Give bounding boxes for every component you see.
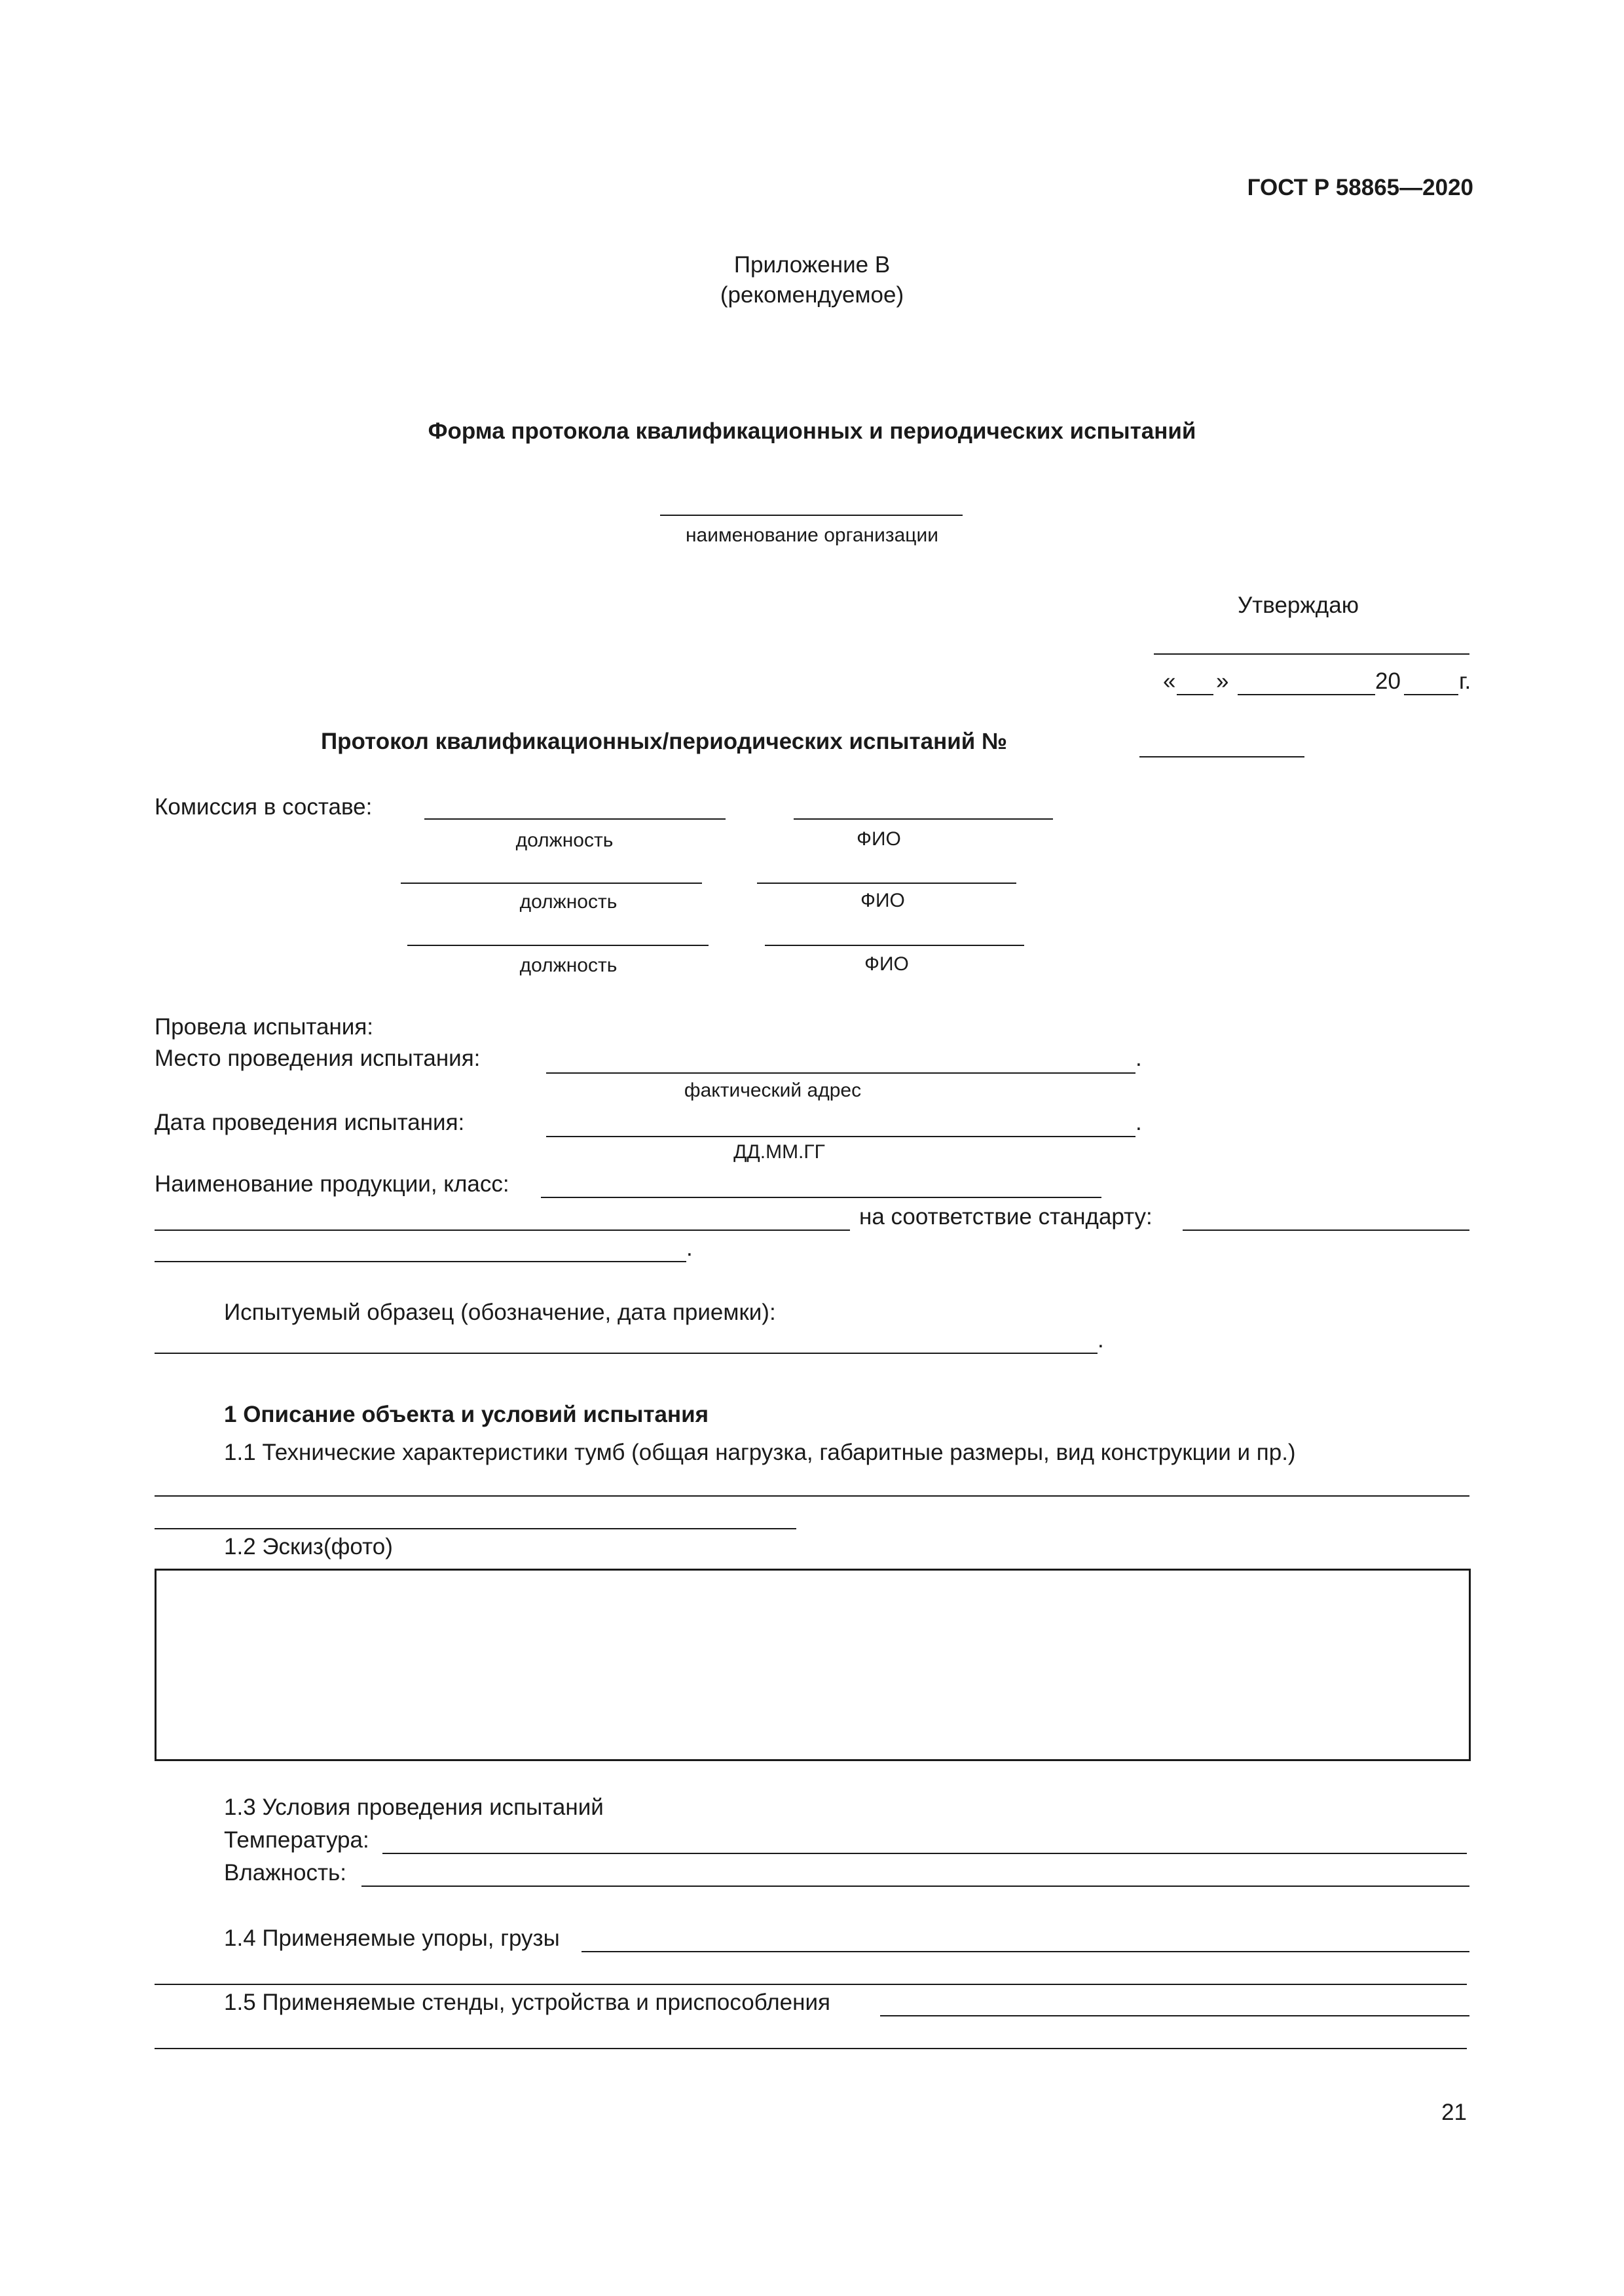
item-1-5-line[interactable] (880, 2015, 1469, 2016)
date-label: Дата проведения испытания: (155, 1110, 465, 1135)
place-line[interactable] (546, 1072, 1135, 1074)
product-line-2[interactable] (155, 1230, 850, 1231)
form-title: Форма протокола квалификационных и периодических испытаний (428, 418, 1196, 444)
humidity-label: Влажность: (224, 1860, 346, 1886)
date-quote-close: » (1216, 668, 1229, 694)
member1-position-line[interactable] (424, 818, 726, 820)
sample-period: . (1098, 1327, 1104, 1353)
temperature-label: Температура: (224, 1827, 369, 1853)
month-line[interactable] (1238, 694, 1375, 695)
standard-number: ГОСТ Р 58865—2020 (1247, 175, 1473, 200)
standard-line-2[interactable] (155, 1261, 686, 1262)
protocol-title: Протокол квалификационных/периодических испытаний № (321, 729, 1008, 754)
standard-line[interactable] (1183, 1230, 1469, 1231)
humidity-line[interactable] (361, 1886, 1469, 1887)
sketch-box[interactable] (155, 1569, 1471, 1761)
item-1-3: 1.3 Условия проведения испытаний (224, 1795, 604, 1820)
sample-line[interactable] (155, 1353, 1098, 1354)
member2-name-line[interactable] (757, 883, 1016, 884)
member2-name-caption: ФИО (860, 890, 905, 911)
commission-label: Комиссия в составе: (155, 794, 373, 820)
conducted-label: Провела испытания: (155, 1014, 374, 1040)
date-quote-open: « (1163, 668, 1176, 694)
day-line[interactable] (1177, 694, 1213, 695)
member3-position-line[interactable] (407, 945, 709, 946)
member1-name-caption: ФИО (857, 828, 901, 850)
item-1-5: 1.5 Применяемые стенды, устройства и приспособления (224, 1990, 830, 2015)
sample-label: Испытуемый образец (обозначение, дата приемки): (224, 1300, 776, 1325)
member3-name-line[interactable] (765, 945, 1024, 946)
temperature-line[interactable] (382, 1853, 1467, 1854)
product-line[interactable] (541, 1197, 1101, 1198)
place-period: . (1135, 1046, 1142, 1071)
place-caption: фактический адрес (684, 1080, 862, 1101)
item-1-1: 1.1 Технические характеристики тумб (общая нагрузка, габаритные размеры, вид конструкции и пр.) (224, 1440, 1296, 1465)
year-line[interactable] (1404, 694, 1458, 695)
approval-label: Утверждаю (1238, 592, 1359, 618)
standard-period: . (686, 1235, 693, 1261)
appendix-title: Приложение В (733, 252, 891, 278)
product-label: Наименование продукции, класс: (155, 1171, 509, 1197)
member3-name-caption: ФИО (864, 953, 909, 975)
year-prefix: 20 (1375, 668, 1401, 694)
date-line[interactable] (546, 1136, 1135, 1137)
item-1-4-line[interactable] (581, 1951, 1469, 1952)
year-suffix: г. (1459, 668, 1471, 694)
date-caption: ДД.ММ.ГГ (733, 1141, 825, 1163)
item-1-4: 1.4 Применяемые упоры, грузы (224, 1925, 560, 1951)
organization-caption: наименование организации (685, 524, 939, 546)
member2-position-caption: должность (519, 891, 618, 913)
place-label: Место проведения испытания: (155, 1046, 481, 1071)
item-1-1-line[interactable] (155, 1495, 1469, 1497)
member1-name-line[interactable] (794, 818, 1053, 820)
conformity-label: на соответствие стандарту: (859, 1204, 1153, 1230)
date-period: . (1135, 1110, 1142, 1135)
section1-title: 1 Описание объекта и условий испытания (224, 1402, 709, 1427)
item-1-5-line-2[interactable] (155, 2048, 1467, 2049)
item-1-2: 1.2 Эскиз(фото) (224, 1534, 393, 1559)
member1-position-caption: должность (515, 829, 614, 851)
member3-position-caption: должность (519, 955, 618, 976)
organization-line[interactable] (660, 515, 963, 516)
appendix-status: (рекомендуемое) (720, 282, 904, 308)
item-1-1-line-2[interactable] (155, 1528, 796, 1529)
item-1-4-line-2[interactable] (155, 1984, 1467, 1985)
approval-signature-line[interactable] (1154, 653, 1469, 655)
member2-position-line[interactable] (401, 883, 702, 884)
protocol-number-line[interactable] (1139, 756, 1304, 757)
page-number: 21 (1441, 2100, 1467, 2125)
